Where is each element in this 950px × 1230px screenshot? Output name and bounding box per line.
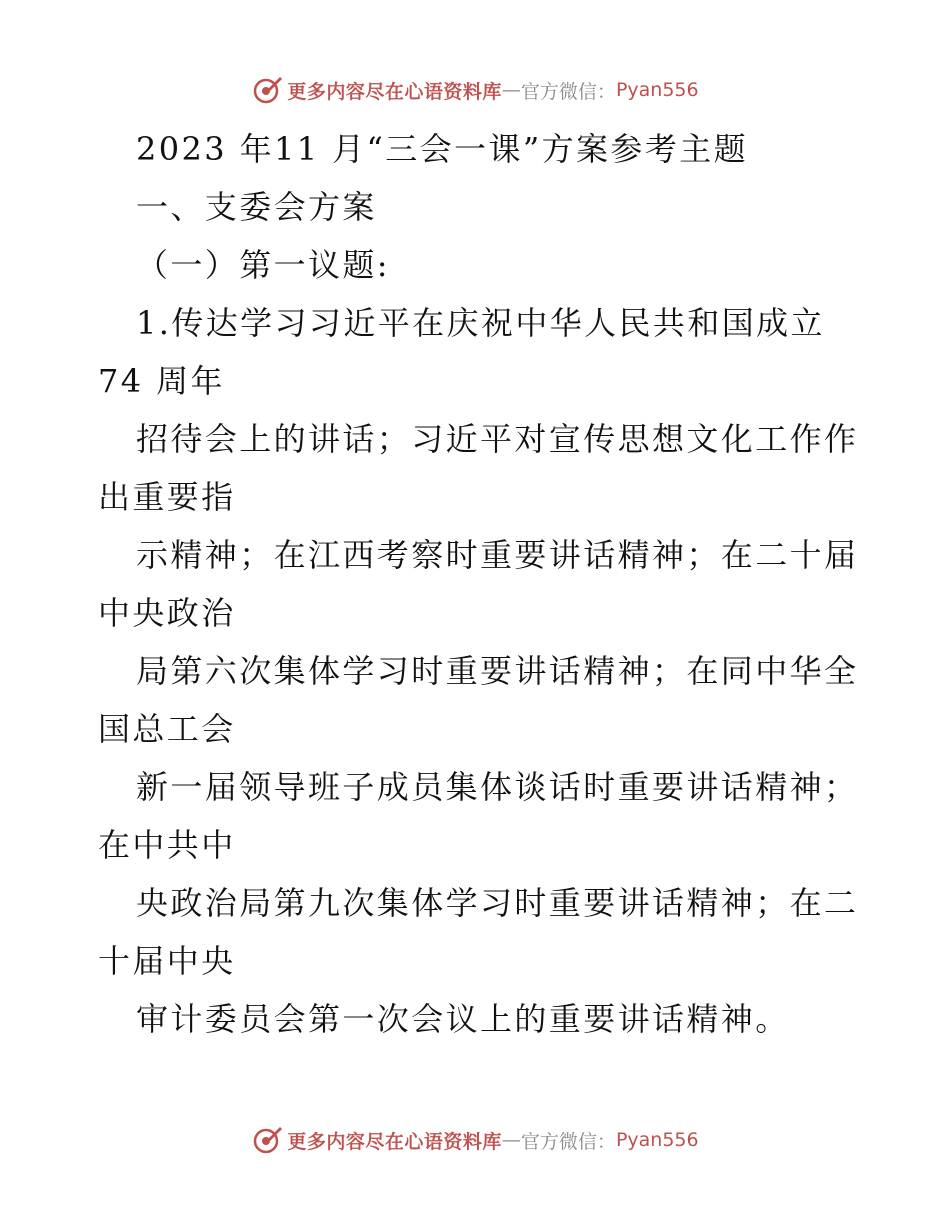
watermark-main-text: 更多内容尽在心语资料库	[287, 1130, 502, 1153]
pen-circle-logo-icon	[251, 74, 283, 106]
subsection-heading: （一）第一议题:	[136, 246, 390, 284]
document-body	[98, 120, 878, 1048]
paragraph-line: 国总工会	[98, 710, 236, 748]
document-title: 2023 年11 月“三会一课”方案参考主题	[136, 130, 749, 168]
paragraph-line: 审计委员会第一次会议上的重要讲话精神。	[136, 1000, 790, 1038]
header-watermark	[0, 70, 950, 110]
watermark-main-text: 更多内容尽在心语资料库	[287, 80, 502, 103]
paragraph-line: 74 周年	[98, 362, 225, 400]
watermark-id: Pyan556	[615, 79, 699, 101]
paragraph-line: 1.传达学习习近平在庆祝中华人民共和国成立	[136, 304, 825, 342]
paragraph-line: 出重要指	[98, 478, 236, 516]
paragraph-line: 局第六次集体学习时重要讲话精神；在同中华全	[136, 652, 859, 690]
section-heading: 一、支委会方案	[136, 188, 377, 226]
footer-watermark	[0, 1120, 950, 1160]
paragraph-line: 十届中央	[98, 942, 236, 980]
watermark-id: Pyan556	[615, 1129, 699, 1151]
watermark-dash: —	[501, 79, 521, 101]
paragraph-line: 示精神；在江西考察时重要讲话精神；在二十届	[136, 536, 859, 574]
paragraph-line: 招待会上的讲话；习近平对宣传思想文化工作作	[136, 420, 859, 458]
watermark-dash: —	[501, 1129, 521, 1151]
paragraph-line: 中央政治	[98, 594, 236, 632]
pen-circle-logo-icon	[251, 1124, 283, 1156]
watermark-label: 官方微信：	[520, 1130, 616, 1153]
watermark-label: 官方微信：	[520, 80, 616, 103]
paragraph-line: 新一届领导班子成员集体谈话时重要讲话精神；	[136, 768, 859, 806]
paragraph-line: 央政治局第九次集体学习时重要讲话精神；在二	[136, 884, 859, 922]
paragraph-line: 在中共中	[98, 826, 236, 864]
